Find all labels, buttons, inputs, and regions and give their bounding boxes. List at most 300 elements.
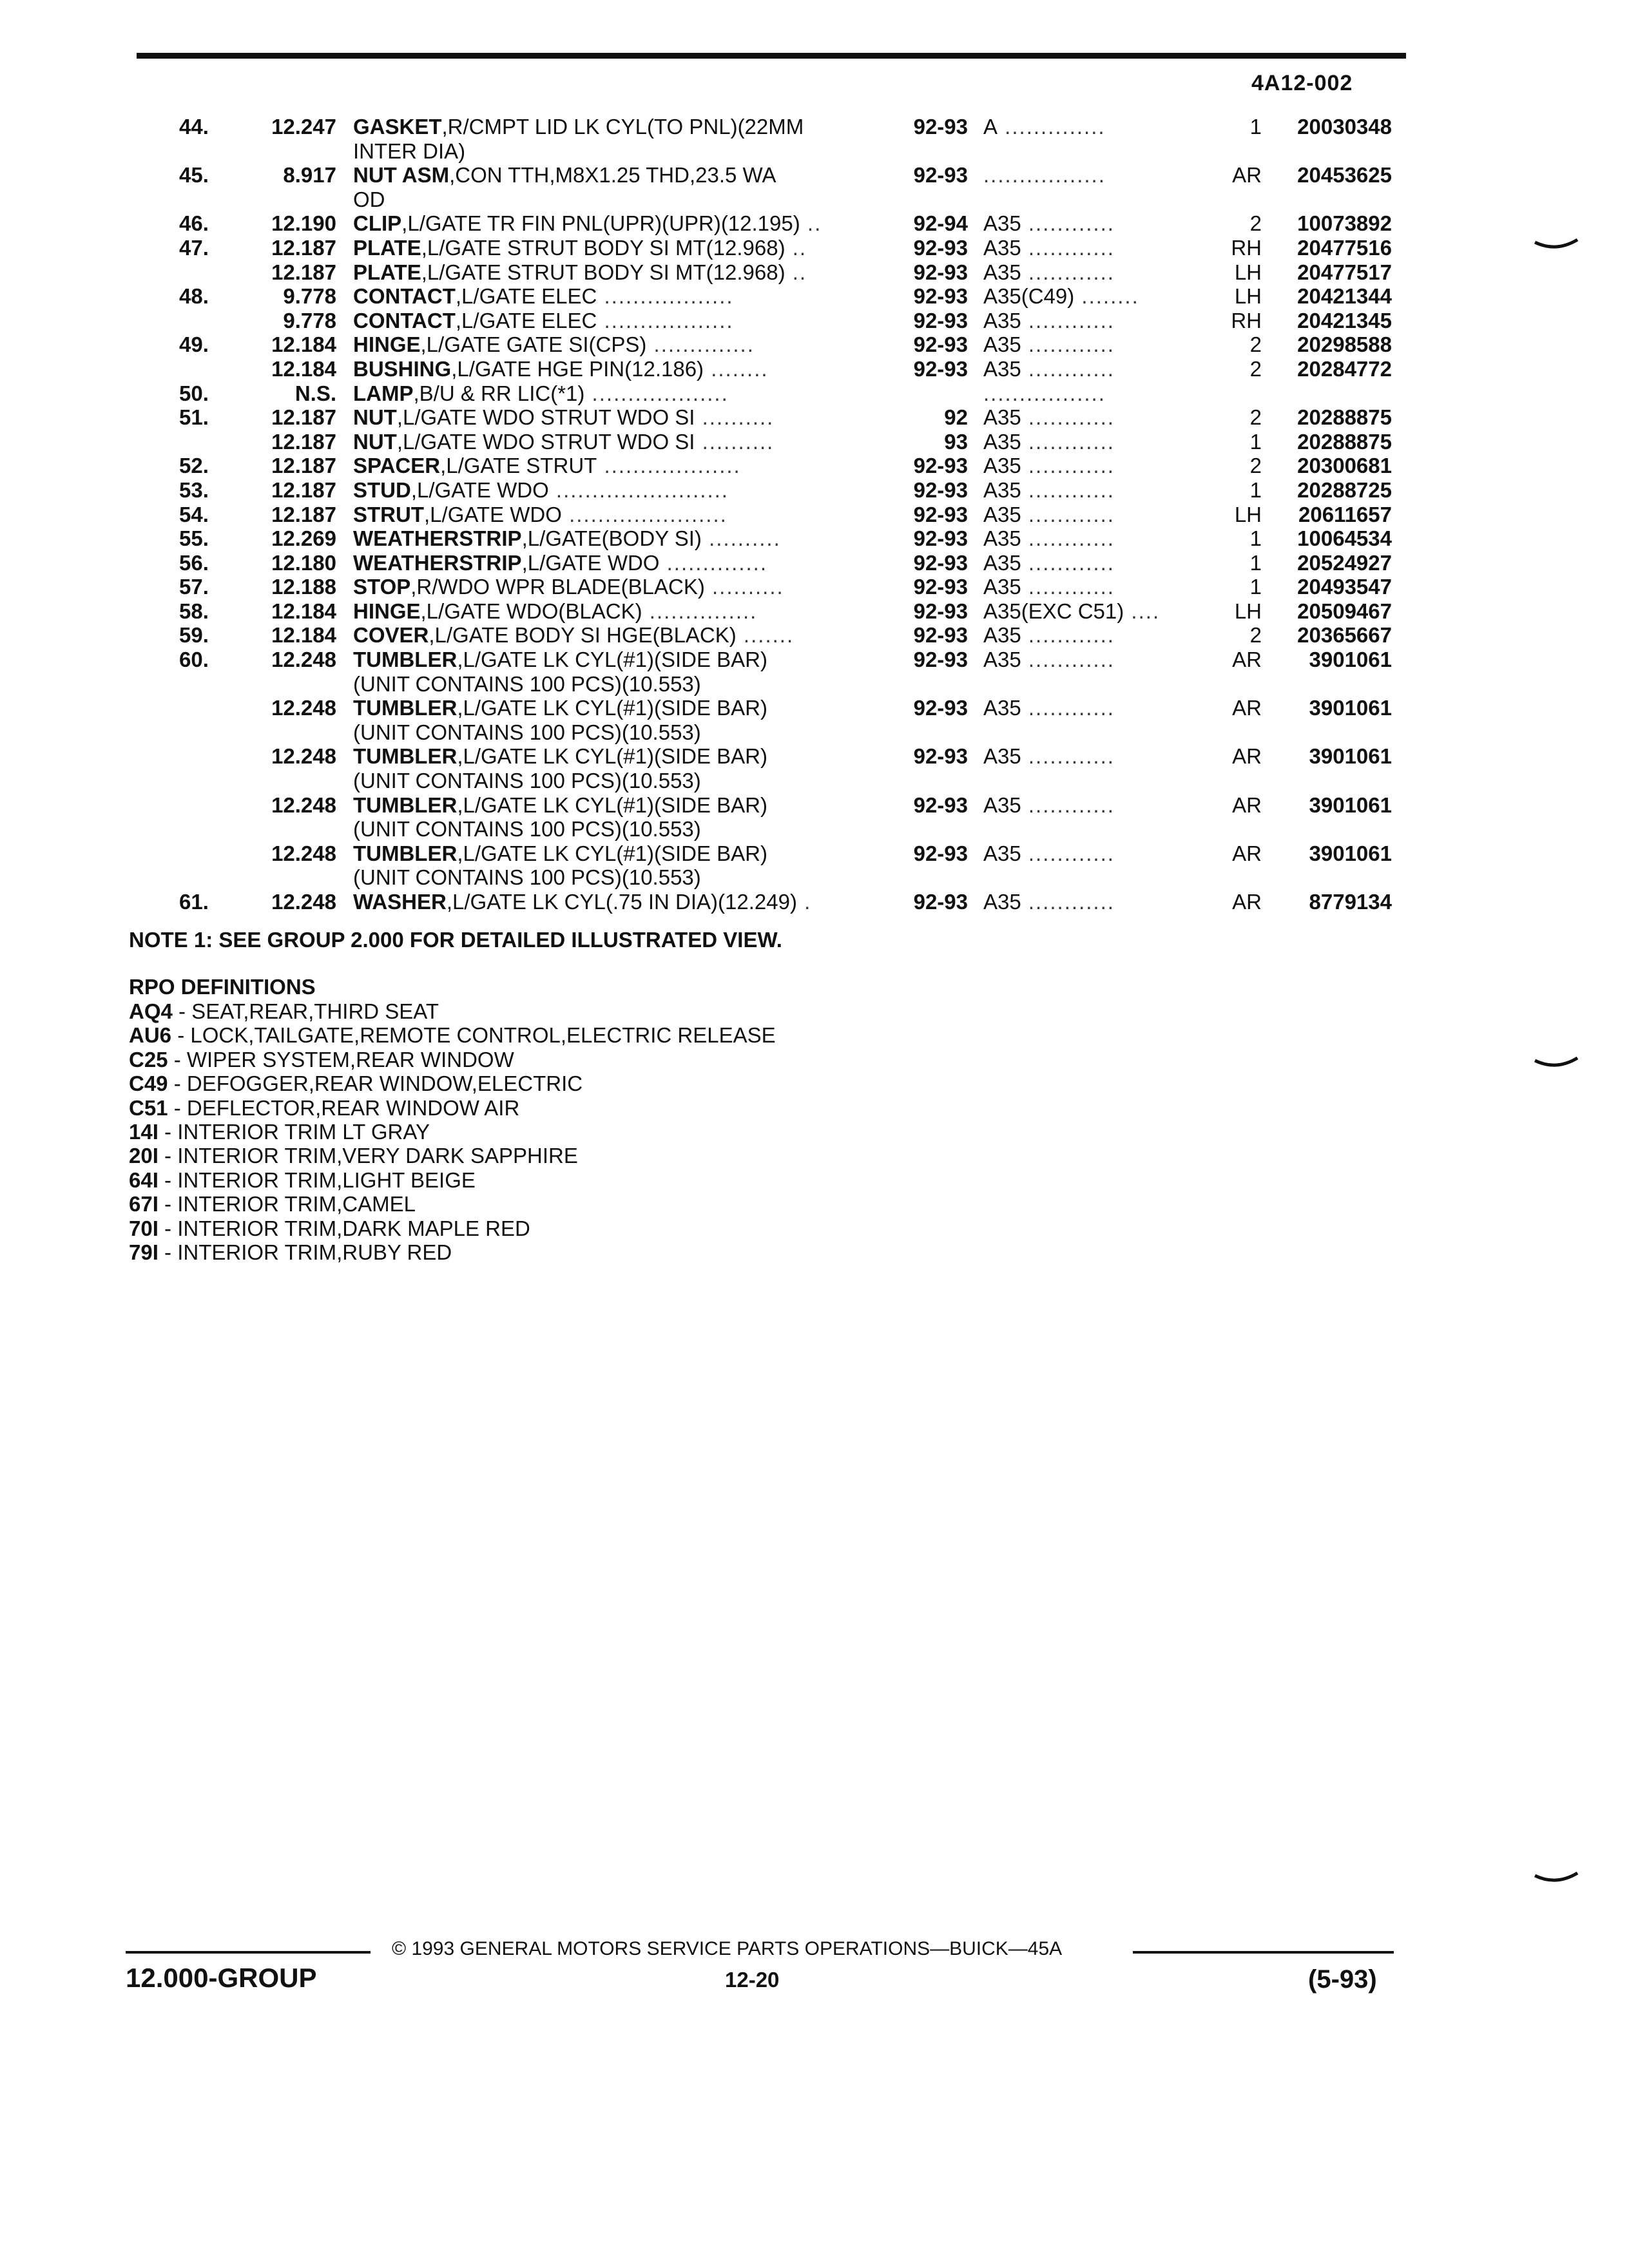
part-name: TUMBLER [353, 793, 458, 817]
quantity: LH [1234, 599, 1262, 623]
parts-row [0, 454, 1629, 478]
revision-date: (5-93) [1308, 1965, 1377, 1994]
part-description [353, 672, 888, 697]
part-name: COVER [353, 623, 429, 648]
part-name: NUT [353, 429, 397, 454]
leader-dots: ............ [1021, 890, 1115, 914]
parts-row [0, 648, 1629, 672]
leader-dots: ............ [1021, 575, 1115, 599]
leader-dots: .......... [701, 526, 781, 551]
top-rule [137, 53, 1406, 59]
leader-dots: ...................... [561, 502, 728, 526]
part-number: 20421344 [1297, 284, 1392, 309]
part-description [353, 551, 888, 575]
group-number: 9.778 [283, 308, 336, 332]
group-number: 12.184 [271, 623, 336, 648]
part-description [353, 478, 888, 503]
part-description [353, 744, 888, 769]
item-number: 60. [179, 648, 209, 672]
rpo-codes [983, 405, 1202, 430]
footer-rule-right [1133, 1951, 1394, 1954]
parts-row [0, 381, 1629, 406]
rpo-definition [129, 999, 776, 1023]
leader-dots: .......... [704, 575, 784, 599]
group-number: 12.187 [271, 477, 336, 502]
quantity: LH [1234, 502, 1262, 526]
part-detail: ,B/U & RR LIC(*1) [413, 381, 585, 405]
part-description [353, 503, 888, 527]
part-detail: OD [353, 187, 385, 211]
part-number: 20288875 [1297, 405, 1392, 430]
group-number: 8.917 [283, 163, 336, 187]
part-name: NUT ASM [353, 163, 450, 187]
parts-row [0, 236, 1629, 260]
part-detail: ,L/GATE WDO STRUT WDO SI [396, 429, 695, 454]
rpo-code: A35 [983, 696, 1021, 720]
part-description [353, 309, 888, 333]
part-number: 3901061 [1309, 793, 1392, 817]
leader-dots: .................. [597, 308, 734, 332]
leader-dots: ............ [1021, 332, 1115, 357]
group-number: 12.187 [271, 260, 336, 284]
rpo-codes [983, 211, 1202, 236]
rpo-code: A35(C49) [983, 284, 1075, 309]
group-number: 12.247 [271, 115, 336, 139]
group-number: 12.187 [271, 502, 336, 526]
leader-dots: ............ [1021, 841, 1115, 865]
leader-dots: ............ [1021, 648, 1115, 672]
model-years: 92-93 [913, 163, 968, 187]
leader-dots: ............ [1021, 526, 1115, 551]
part-description [353, 236, 888, 260]
part-description [353, 769, 888, 793]
model-years: 92-93 [913, 744, 968, 769]
part-name: TUMBLER [353, 744, 458, 769]
quantity: 1 [1249, 550, 1262, 575]
model-years: 92-93 [913, 575, 968, 599]
quantity: 2 [1249, 405, 1262, 430]
rpo-code: A35(EXC C51) [983, 599, 1124, 623]
part-name: WASHER [353, 890, 447, 914]
model-years: 92-93 [913, 332, 968, 357]
item-number: 45. [179, 163, 209, 187]
part-description [353, 890, 888, 914]
rpo-codes [983, 526, 1202, 551]
rpo-description: - DEFLECTOR,REAR WINDOW AIR [168, 1095, 520, 1120]
rpo-code: A35 [983, 890, 1021, 914]
model-years: 92-94 [913, 211, 968, 236]
rpo-code: A35 [983, 744, 1021, 769]
leader-dots: ........................ [548, 477, 729, 502]
leader-dots: ........ [1074, 284, 1139, 309]
quantity: AR [1232, 841, 1262, 865]
group-number: 12.269 [271, 526, 336, 551]
part-detail: ,L/GATE LK CYL(#1)(SIDE BAR) [457, 696, 768, 720]
rpo-codes [983, 503, 1202, 527]
quantity: AR [1232, 163, 1262, 187]
leader-dots: ............ [1021, 502, 1115, 526]
group-number: 9.778 [283, 284, 336, 309]
parts-row [0, 309, 1629, 333]
part-detail: ,L/GATE WDO [410, 477, 549, 502]
part-number: 20298588 [1297, 332, 1392, 357]
rpo-code: A35 [983, 550, 1021, 575]
part-number: 20288725 [1297, 477, 1392, 502]
group-number: 12.184 [271, 332, 336, 357]
parts-row [0, 551, 1629, 575]
rpo-definitions-list [129, 999, 776, 1264]
model-years: 92-93 [913, 115, 968, 139]
parts-row [0, 720, 1629, 745]
part-name: HINGE [353, 332, 421, 357]
rpo-codes [983, 599, 1202, 624]
part-name: TUMBLER [353, 841, 458, 865]
group-number: 12.187 [271, 454, 336, 478]
part-detail: ,L/GATE WDO STRUT WDO SI [396, 405, 695, 430]
leader-dots: .......... [695, 405, 775, 430]
rpo-codes [983, 236, 1202, 260]
part-number: 20477516 [1297, 235, 1392, 260]
rpo-code: 64I [129, 1168, 159, 1192]
rpo-description: - INTERIOR TRIM,RUBY RED [158, 1240, 452, 1265]
part-detail: ,L/GATE STRUT BODY SI MT(12.968) [421, 260, 786, 284]
group-label: 12.000-GROUP [126, 1963, 317, 1993]
rpo-code: 20I [129, 1144, 159, 1168]
part-name: WEATHERSTRIP [353, 550, 522, 575]
item-number: 53. [179, 477, 209, 502]
quantity: 1 [1249, 115, 1262, 139]
rpo-definition [129, 1216, 776, 1240]
model-years: 92-93 [913, 599, 968, 623]
part-description [353, 260, 888, 285]
part-number: 3901061 [1309, 744, 1392, 769]
part-description [353, 357, 888, 381]
part-name: CONTACT [353, 308, 456, 332]
part-description [353, 793, 888, 818]
parts-row [0, 890, 1629, 914]
leader-dots: ............ [1021, 793, 1115, 817]
model-years: 92-93 [913, 648, 968, 672]
quantity: 1 [1249, 477, 1262, 502]
rpo-code: A35 [983, 356, 1021, 381]
part-description [353, 454, 888, 478]
rpo-code: 70I [129, 1216, 159, 1240]
part-name: BUSHING [353, 356, 452, 381]
rpo-code: A35 [983, 575, 1021, 599]
group-number: 12.190 [271, 211, 336, 236]
part-description [353, 720, 888, 745]
leader-dots: ................. [983, 163, 1106, 187]
leader-dots: .......... [695, 429, 775, 454]
rpo-codes [983, 381, 1202, 406]
model-years: 92-93 [913, 890, 968, 914]
rpo-description: - SEAT,REAR,THIRD SEAT [172, 999, 439, 1023]
part-detail: ,L/GATE WDO [424, 502, 562, 526]
part-description [353, 115, 888, 139]
quantity: AR [1232, 648, 1262, 672]
rpo-code: AU6 [129, 1023, 172, 1048]
rpo-code: 14I [129, 1120, 159, 1144]
model-years: 92-93 [913, 260, 968, 284]
parts-list [0, 115, 1629, 914]
model-years: 92-93 [913, 841, 968, 865]
part-detail: ,L/GATE LK CYL(#1)(SIDE BAR) [457, 793, 768, 817]
rpo-codes [983, 890, 1202, 914]
part-description [353, 381, 888, 406]
item-number: 57. [179, 575, 209, 599]
part-description [353, 187, 888, 212]
rpo-codes [983, 793, 1202, 818]
parts-row [0, 769, 1629, 793]
parts-row [0, 357, 1629, 381]
group-number: 12.248 [271, 793, 336, 817]
rpo-codes [983, 454, 1202, 478]
part-detail: ,L/GATE STRUT BODY SI MT(12.968) [421, 235, 786, 260]
part-detail: ,L/GATE LK CYL(#1)(SIDE BAR) [457, 841, 768, 865]
leader-dots: ............ [1021, 454, 1115, 478]
group-number: 12.187 [271, 235, 336, 260]
model-years: 92-93 [913, 526, 968, 551]
copyright: © 1993 GENERAL MOTORS SERVICE PARTS OPERATIONS—BUICK—45A [392, 1938, 1063, 1959]
rpo-code: C49 [129, 1072, 168, 1096]
part-number: 20288875 [1297, 429, 1392, 454]
rpo-codes [983, 115, 1202, 139]
part-name: PLATE [353, 260, 421, 284]
parts-row [0, 623, 1629, 648]
part-name: LAMP [353, 381, 414, 405]
rpo-code: A35 [983, 429, 1021, 454]
parts-row [0, 575, 1629, 599]
group-number: 12.248 [271, 744, 336, 769]
rpo-code: A35 [983, 477, 1021, 502]
leader-dots: .............. [659, 550, 767, 575]
rpo-codes [983, 744, 1202, 769]
part-number: 20477517 [1297, 260, 1392, 284]
part-description [353, 211, 888, 236]
parts-row [0, 599, 1629, 624]
part-number: 20030348 [1297, 115, 1392, 139]
parts-row [0, 139, 1629, 164]
part-description [353, 163, 888, 187]
group-number: 12.248 [271, 696, 336, 720]
model-years: 92-93 [913, 793, 968, 817]
part-name: TUMBLER [353, 648, 458, 672]
model-years: 92-93 [913, 623, 968, 648]
part-detail: (UNIT CONTAINS 100 PCS)(10.553) [353, 769, 701, 793]
part-description [353, 623, 888, 648]
scan-mark-icon [1534, 1872, 1579, 1887]
item-number: 54. [179, 502, 209, 526]
item-number: 56. [179, 550, 209, 575]
part-name: GASKET [353, 115, 442, 139]
group-number: 12.180 [271, 550, 336, 575]
leader-dots: ................. [983, 381, 1106, 405]
parts-row [0, 672, 1629, 697]
part-number: 3901061 [1309, 696, 1392, 720]
part-detail: ,L/GATE WDO [521, 550, 660, 575]
rpo-description: - DEFOGGER,REAR WINDOW,ELECTRIC [168, 1072, 583, 1096]
leader-dots: ............ [1021, 696, 1115, 720]
rpo-codes [983, 284, 1202, 309]
part-number: 20524927 [1297, 550, 1392, 575]
rpo-description: - WIPER SYSTEM,REAR WINDOW [168, 1047, 514, 1072]
quantity: RH [1231, 308, 1262, 332]
leader-dots: ............ [1021, 211, 1115, 236]
part-description [353, 599, 888, 624]
part-detail: (UNIT CONTAINS 100 PCS)(10.553) [353, 671, 701, 696]
rpo-code: 67I [129, 1192, 159, 1216]
leader-dots: ............ [1021, 356, 1115, 381]
leader-dots: ............ [1021, 429, 1115, 454]
quantity: AR [1232, 793, 1262, 817]
part-description [353, 284, 888, 309]
rpo-definition [129, 1168, 776, 1192]
rpo-description: - INTERIOR TRIM,VERY DARK SAPPHIRE [158, 1144, 578, 1168]
model-years: 92-93 [913, 284, 968, 309]
part-name: CONTACT [353, 284, 456, 309]
rpo-codes [983, 696, 1202, 720]
part-detail: (UNIT CONTAINS 100 PCS)(10.553) [353, 865, 701, 890]
part-detail: ,L/GATE ELEC [455, 308, 597, 332]
part-number: 20509467 [1297, 599, 1392, 623]
quantity: AR [1232, 696, 1262, 720]
model-years: 92 [944, 405, 968, 430]
part-description [353, 332, 888, 357]
rpo-codes [983, 575, 1202, 599]
parts-row [0, 260, 1629, 285]
quantity: 2 [1249, 454, 1262, 478]
model-years: 92-93 [913, 550, 968, 575]
quantity: RH [1231, 235, 1262, 260]
part-detail: ,L/GATE GATE SI(CPS) [420, 332, 647, 357]
parts-row [0, 817, 1629, 841]
part-number: 20421345 [1297, 308, 1392, 332]
rpo-description: - INTERIOR TRIM,CAMEL [158, 1192, 416, 1216]
part-description [353, 526, 888, 551]
item-number: 58. [179, 599, 209, 623]
parts-row [0, 163, 1629, 187]
leader-dots: .... [1124, 599, 1161, 623]
scan-mark-icon [1534, 238, 1579, 254]
parts-row [0, 430, 1629, 454]
rpo-definition [129, 1072, 776, 1095]
part-name: NUT [353, 405, 397, 430]
rpo-code: C25 [129, 1047, 168, 1072]
part-description [353, 139, 888, 164]
item-number: 48. [179, 284, 209, 309]
rpo-codes [983, 163, 1202, 187]
part-number: 3901061 [1309, 648, 1392, 672]
rpo-codes [983, 309, 1202, 333]
model-years: 92-93 [913, 696, 968, 720]
part-detail: ,L/GATE(BODY SI) [521, 526, 702, 551]
item-number: 50. [179, 381, 209, 405]
part-number: 20611657 [1298, 502, 1392, 526]
part-description [353, 865, 888, 890]
quantity: AR [1232, 744, 1262, 769]
rpo-code: A35 [983, 332, 1021, 357]
part-name: STUD [353, 477, 411, 502]
rpo-definition [129, 1048, 776, 1072]
part-number: 20300681 [1297, 454, 1392, 478]
part-detail: (UNIT CONTAINS 100 PCS)(10.553) [353, 720, 701, 744]
group-number: 12.248 [271, 890, 336, 914]
quantity: 1 [1249, 526, 1262, 551]
part-name: WEATHERSTRIP [353, 526, 522, 551]
part-detail: INTER DIA) [353, 139, 466, 163]
part-detail: ,R/WDO WPR BLADE(BLACK) [410, 575, 705, 599]
leader-dots: ....... [736, 623, 795, 648]
model-years: 93 [944, 429, 968, 454]
rpo-definition [129, 1023, 776, 1047]
rpo-code: A35 [983, 793, 1021, 817]
parts-row [0, 793, 1629, 818]
quantity: 2 [1249, 211, 1262, 236]
rpo-codes [983, 623, 1202, 648]
rpo-codes [983, 648, 1202, 672]
group-number: 12.188 [271, 575, 336, 599]
part-detail: ,L/GATE LK CYL(.75 IN DIA)(12.249) [446, 890, 797, 914]
group-number: 12.184 [271, 356, 336, 381]
note: NOTE 1: SEE GROUP 2.000 FOR DETAILED ILLUSTRATED VIEW. [129, 928, 782, 952]
part-name: STOP [353, 575, 411, 599]
rpo-code: A35 [983, 235, 1021, 260]
quantity: 2 [1249, 356, 1262, 381]
parts-row [0, 115, 1629, 139]
item-number: 52. [179, 454, 209, 478]
part-description [353, 648, 888, 672]
parts-row [0, 503, 1629, 527]
leader-dots: ............ [1021, 405, 1115, 430]
leader-dots: ............ [1021, 744, 1115, 769]
rpo-code: A35 [983, 211, 1021, 236]
leader-dots: ................... [584, 381, 729, 405]
group-number: 12.184 [271, 599, 336, 623]
parts-row [0, 211, 1629, 236]
leader-dots: ............... [642, 599, 758, 623]
leader-dots: .. [785, 260, 807, 284]
leader-dots: . [796, 890, 812, 914]
parts-row [0, 744, 1629, 769]
part-detail: (UNIT CONTAINS 100 PCS)(10.553) [353, 817, 701, 841]
rpo-definition [129, 1120, 776, 1144]
rpo-codes [983, 478, 1202, 503]
item-number: 47. [179, 235, 209, 260]
part-detail: ,L/GATE LK CYL(#1)(SIDE BAR) [457, 744, 768, 769]
quantity: 1 [1249, 429, 1262, 454]
scan-mark-icon [1534, 1057, 1579, 1072]
group-number: 12.187 [271, 429, 336, 454]
page-code: 4A12-002 [1251, 71, 1353, 95]
rpo-code: A35 [983, 841, 1021, 865]
part-detail: ,L/GATE HGE PIN(12.186) [451, 356, 704, 381]
rpo-codes [983, 841, 1202, 866]
page-number: 12-20 [725, 1968, 780, 1992]
part-description [353, 696, 888, 720]
item-number: 49. [179, 332, 209, 357]
group-number: N.S. [294, 381, 336, 405]
rpo-description: - LOCK,TAILGATE,REMOTE CONTROL,ELECTRIC RELEASE [171, 1023, 776, 1048]
part-description [353, 817, 888, 841]
item-number: 59. [179, 623, 209, 648]
quantity: 2 [1249, 332, 1262, 357]
parts-row [0, 332, 1629, 357]
rpo-code: A35 [983, 623, 1021, 648]
part-name: PLATE [353, 235, 421, 260]
part-detail: ,L/GATE TR FIN PNL(UPR)(UPR)(12.195) [401, 211, 800, 236]
rpo-code: A [983, 115, 998, 139]
rpo-description: - INTERIOR TRIM,LIGHT BEIGE [158, 1168, 476, 1192]
